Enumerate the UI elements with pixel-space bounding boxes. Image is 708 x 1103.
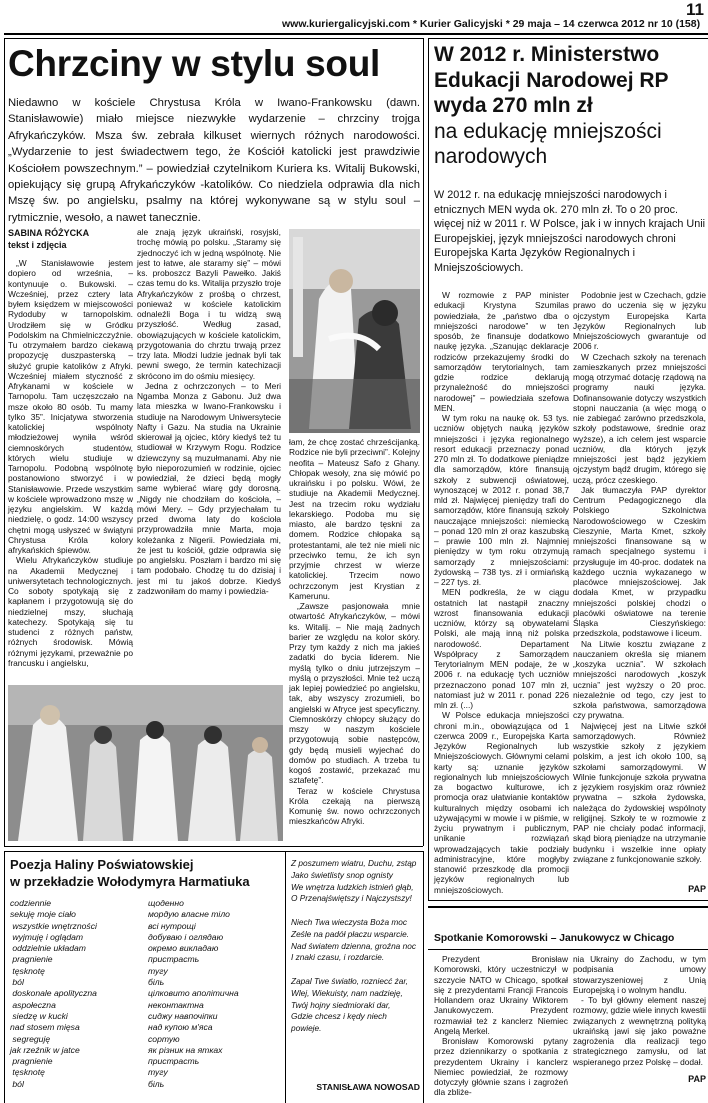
ministry-source: PAP [688, 884, 706, 894]
article-frame-left [4, 38, 5, 846]
komorowski-col2-p1: nia Ukrainy do Zachodu, w tym podpisania umowy stowarzyszeniowej z Unią Europejską i o wolnym handlu. [573, 954, 706, 995]
chrzciny-col2 [137, 227, 281, 677]
poetry-frame-right [423, 851, 424, 1103]
chrzciny-author-note: tekst i zdjęcia [8, 240, 67, 250]
poem-ukrainian: щоденно мордую власне тіло всі нутрощі добуваю і оглядаю окремо викладаю пристрасть тугу біль цілковито аполітична неконтактна сиджу навпочіпки над купою м'яса сортую як різник на ятках пристрасть тугу біль [148, 898, 239, 1089]
ministry-col1 [434, 290, 569, 895]
ministry-col2-p2: W Czechach szkoły na terenach zamieszkanych przez mniejszości mogą otrzymać dotację rządową na programy nauki języka. Dofinansowanie dotyczy wszystkich stopni nauczania (a więc mogą o nie zabiegać zarówno przedszkola, szkoły podstawowe, średnie oraz wyższe), a ich celem jest wsparcie uczniów, dla których język mniejszości jest bądź językiem ojczystym bądź drugim, którego się uczą, prócz czeskiego. [573, 351, 706, 485]
chrzciny-col3-p1: łam, że chcę zostać chrześcijanką. Rodzice nie byli przeciwni”. Kolejny neofita – Mateusz Safo z Ghany. Chłopak wesoły, zna się mówić po ukraińsku i po polsku. Wówi, że studiuje na Akademii Medycznej. Jest na trzecim roku wydziału lekarskiego. Podoba mu się miasto, ale bardzo tęskni za domem. Rodzice chłopaka są protestantami, ale też nie mieli nic przeciwko temu, że ich syn przyjmie chrzest w wierze katolickiej. Trzecim nowo ochrzczonym jest Krystian z Kamerunu. [289, 437, 420, 601]
ministry-col1-p4: W Polsce edukacja mniejszości chroni m.in., obowiązująca od 1 czerwca 2009 r., Europejska Karta Języków Regionalnych lub Mniejszościowych. Głównymi celami karty są: uznanie języków regionalnych lub mniejszościowych za bogactwo kulturowe, ich promocja oraz ułatwianie kontaktów kulturalnych między osobami ich używającymi w mowie i w piśmie, w życiu prywatnym i publicznym, unikanie rozwiązań wprowadzających takie podziały administracyjne, które mogłyby stanowić przeszkodę dla promocji języków regionalnych lub mniejszościowych. [434, 710, 569, 895]
header-line: www.kuriergalicyjski.com * Kurier Galicyjski * 29 maja – 14 czerwca 2012 nr 10 (158) [282, 18, 701, 30]
ministry-col1-p1: W rozmowie z PAP minister edukacji Krystyna Szumilas powiedziała, że „państwo dba o mniejszości narodowe” w ten sposób, że finansuje dodatkowo naukę języka. „Szanując deklaracje rodziców przekazujemy środki do samorządów terytorialnych, tam gdzie rodzice deklarują przynależność do mniejszości narodowej” – powiedziała szefowa MEN. [434, 290, 569, 413]
article-frame-right [423, 38, 424, 846]
komorowski-rule-sub [428, 949, 708, 950]
chrzciny-col1-p2: Wielu Afrykańczyków studiuje na Akademii Medycznej i uniwersytetach technologicznych. Co soboty spotykają się z kapłanem i przygotowują się do niedzielnej mszy, słuchają katechezy. Spotykają się tu studenci z różnych państw, różnych środowisk. Mówią różnymi językami, przeważnie po francusku i angielsku, [8, 555, 133, 668]
poetry-signature: STANISŁAWA NOWOSAD [316, 1082, 420, 1092]
chrzciny-col3 [289, 437, 420, 841]
baptism-photo-art [289, 229, 420, 433]
poetry-frame-top [4, 851, 423, 852]
ministry-col2 [573, 290, 706, 880]
ministry-frame-left [428, 38, 429, 900]
ministry-col1-p3: MEN podkreśla, że w ciągu ostatnich lat nastąpił znaczny wzrost finansowania edukacji uczniów, którzy są obywatelami Polski, ale mają inną niż polska narodowość. Departament Współpracy z Samorządem Terytorialnym MEN podaje, że w 2006 r. na edukację tych uczniów przeznaczono ponad 107 mln zł, natomiast już w 2011 r. ponad 226 mln zł. (...) [434, 587, 569, 710]
chrzciny-col2-p2: Jedna z ochrzczonych – to Meri Ngamba Monza z Gabonu. Już dwa lata mieszka w Iwano-Frankowsku i studiuje na Narodowym Uniwersytecie Nafty i Gazu. Na studia na Ukrainie skierował ją ojciec, który kiedyś też tu studiował w Krzywym Rogu. Rodzice dziewczyny są muzułmanami. Aby nie było nieporozumień w rodzinie, ojciec powiedział, że dzieci będą mogły same wybierać wiarę gdy dorosną. „Nigdy nie chodziłam do kościoła, – mówi Mery. – Gdy przyjechałam tu przed dwoma laty do kościoła przyprowadziła mnie Marta, moja koleżanka z Nigerii. Powiedziała mi, że jest tu kościół, gdzie odprawia się po angielsku. Poszłam i bardzo mi się tam podobało. Chodzę tu do dzisiaj i jest mi tu jakoś dobrze. Kiedyś zadzwoniłam do mamy i powiedzia- [137, 380, 281, 596]
komorowski-col1 [434, 954, 568, 1103]
ministry-col1-p2: W tym roku na naukę ok. 53 tys. uczniów objętych nauką języków mniejszości i języka regionalnego resort edukacji przeznaczy ponad 270 mln zł. To dodatkowe pieniądze dla samorządów, które finansują szkoły z subwencji oświatowej, wynoszącej w 2012 r. ponad 38,7 mld zł. Najwięcej pieniędzy trafi do samorządów, które finansują szkoły nauczające mniejszości: niemiecką – ponad 120 mln zł oraz kaszubską – prawie 100 mln zł. Najmniej pieniędzy w tym roku otrzymują samorządy z mniejszościami: żydowską – 738 tys. zł i ormiańską – 227 tys. zł. [434, 413, 569, 587]
poem-polish: codziennie sekuję moje ciało wszystkie wnętrzności wyjmuję i oglądam oddzielnie układam pragnienie tęsknotę ból doskonale apolityczna aspołeczna siedzę w kucki nad stosem mięsa segreguję jak rzeźnik w jatce pragnienie tęsknotę ból [10, 898, 97, 1089]
komorowski-col1-p2: Bronisław Komorowski pytany przez dziennikarzy o spotkania z prezydentem Ukrainy i kanclerz Niemiec powiedział, że rozmowy dotyczyły głównie szans i zagrożeń dla zbliże- [434, 1036, 568, 1098]
article-frame-top [4, 38, 423, 39]
poem-holy-spirit: Z poszumem wiatru, Duchu, zstąp Jako świetlisty snop ognisty We wnętrza ludzkich istnień głąb, O Przenajświętszy i Najczystszy! Niech Twa wieczysta Boża moc Ześle na padół płaczu wsparcie. Nad światem dzienna, groźna noc I znaki czasu, i rozdarcie. Zapal Twe światło, rozniecć żar, Wlej, Wiekuisty, nam nadzieję, Twój hojny siedmioraki dar, Gdzie chcesz i kędy niech powieje. [291, 858, 417, 1034]
komorowski-title: Spotkanie Komorowski – Janukowycz w Chicago [434, 933, 675, 944]
ministry-title-rest: na edukację mniejszości narodowych [434, 119, 662, 168]
poetry-title-line2: w przekładzie Wołodymyra Harmatiuka [10, 874, 250, 889]
ministry-col2-p4: Na Litwie kosztu związane z nauczaniem określa się mianem „koszyka ucznia”. W szkołach mniejszości narodowych „koszyk ucznia” jest wyższy o 20 proc. niezależnie od tego, czy jest to szkoła państwowa, samorządowa czy prywatna. [573, 638, 706, 721]
baptism-photo [289, 229, 420, 433]
ministry-title [434, 42, 706, 170]
page-header [0, 0, 708, 34]
ministry-col2-p5: Najwięcej jest na Litwie szkół samorządowych. Również wszystkie szkoły z językiem polskim, a jest ich około 100, są szkołami samorządowymi. W Wilnie funkcjonuje szkoła prywatna z językiem rosyjskim oraz również prywatna – szkoła żydowska, należąca do żydowskiej wspólnoty religijnej. Szkoły te w rozmowie z PAP nie chciały podać informacji, skąd biorą pieniądze na utrzymanie budynku i wszelkie inne opłaty związane z funkcjonowanie szkoły. [573, 720, 706, 864]
poetry-frame-left [4, 851, 5, 1103]
priests-photo [8, 685, 283, 841]
komorowski-rule-top [428, 906, 708, 908]
ministry-col2-p3: Jak tłumaczyła PAP dyrektor Centrum Pedagogicznego dla Polskiego Szkolnictwa Narodowościowego w Czeskim Cieszynie, Marta Kmet, szkoły mniejszości finansowane są w ramach specjalnego systemu i przysługuje im 40-proc. dodatek na każdego ucznia wykazanego w placówce mniejszościowej. Jak dodała Kmet, w przypadku mniejszości polskiej chodzi o placówki oświatowe na terenie Śląska Cieszyńskiego: przedszkola, podstawowe i liceum. [573, 484, 706, 639]
ministry-frame-top [428, 38, 708, 39]
ministry-frame-bottom [428, 900, 708, 901]
ministry-col2-p1: Podobnie jest w Czechach, gdzie prawo do uczenia się w języku ojczystym Europejska Karta Języków Regionalnych lub Mniejszościowych gwarantuje od 2006 r. [573, 290, 706, 352]
ministry-title-bold: W 2012 r. Ministerstwo Edukacji Narodowej RP wyda 270 mln zł [434, 43, 669, 117]
poetry-title-line1: Poezja Haliny Poświatowskiej [10, 857, 194, 872]
chrzciny-col1 [8, 258, 133, 678]
komorowski-source: PAP [688, 1074, 706, 1084]
chrzciny-title: Chrzciny w stylu soul [8, 43, 380, 84]
priests-photo-art [8, 685, 283, 841]
komorowski-col2-p2: - To był główny element naszej rozmowy, gdzie wiele innych kwestii związanych z wewnętrzną polityką ukraińską jawi się jako poważne zagrożenia dla realizacji tego strategicznego zamysłu, od lat wspieranego przez Polskę – dodał. [573, 995, 706, 1067]
chrzciny-col3-p3: Teraz w kościele Chrystusa Króla czekają na pierwszą Komunię św. nowo ochrzczonych mieszkańców Afryki. [289, 785, 420, 827]
page-number: 11 [686, 0, 704, 19]
komorowski-col2 [573, 954, 706, 1074]
chrzciny-lead: Niedawno w kościele Chrystusa Króla w Iwano-Frankowsku (dawn. Stanisławowie) miało miejsce niezwykłe wydarzenie – chrzciny trojga Afrykańczyków. Msza św. zebrała kilkuset wiernych różnych narodowości. „Wydarzenie to jest świadectwem tego, że Kościół katolicki jest prawdziwie Kościołem powszechnym.” – powiedział czytelnikom Kuriera ks. Witalij Bukowski, opiekujący się grupą Afrykańczyków -katolików. Co niedziela odprawia dla nich Mszę św. po angielsku, psalmy na której wykonywane są w stylu soul – rytmicznie, wesoło, a nawet tanecznie. [8, 97, 420, 224]
article-frame-bottom [4, 846, 423, 847]
komorowski-col1-p1: Prezydent Bronisław Komorowski, który uczestniczył w szczycie NATO w Chicago, spotkał się z prezydentami Francji Francois Hollandem oraz Ukrainy Wiktorem Janukowyczem. Prezydent rozmawiał też z kanclerz Niemiec Angelą Merkel. [434, 954, 568, 1036]
chrzciny-col1-p1: „W Stanisławowie jestem dopiero od września, – kontynuuje o. Bukowski. – Wcześniej, przez cztery lata byłem księdzem w miejscowości Rydoduby w tarnopolskim. Urodziłem się w Gródku Podolskim na Chmielniczczyźnie. Tu otrzymałem bardzo ciekawą propozycję duszpasterską – służyć grupie katolików z Afryki. Wcześniej miałem styczność z Afrykanami w kościele w Tarnopolu. Tam uczęszczało na msze około 80 osób. Tu mamy tylko 35”. Inicjatywa stworzenia katolickiej wspólnoty młodzieżowej wyniła wśród ciemnoskórych studentów, których wielu studiuje w Tarnopolu. Podobną wspólnotę postanowiono stworzyć i w Stanisławowie. Przede wszystkim w kościele wprowadzono mszę w języku angielskim. W każdą niedzielę, o godz. 14:00 wszyscy chętni mogą usłyszeć w świątyni Chrystusa Króla kolory afrykańskich śpiewów. [8, 258, 133, 555]
header-rule [4, 33, 708, 35]
chrzciny-author: SABINA RÓŻYCKA [8, 228, 90, 238]
poetry-divider [285, 851, 286, 1103]
ministry-lead: W 2012 r. na edukację mniejszości narodowych i etnicznych MEN wyda ok. 270 mln zł. To o 20 proc. więcej niż w 2011 r. W Polsce, jak i w innych krajach Unii Europejskiej, język mniejszości narodowych chroni Europejska Karta Języków Regionalnych i Mniejszościowych. [434, 189, 706, 274]
chrzciny-col3-p2: „Zawsze pasjonowała mnie otwartość Afrykańczyków, – mówi ks. Witalij. – Nie mają żadnych barier ze względu na kolor skóry. Przy tym każdy z nich ma jakieś zadatki do bycia liderem. Nie myślą tylko o dniu jutrzejszym – myślą o przyszłości. Mnie też uczą jak lepiej powiedzieć po angielsku, tak, aby wszyscy zrozumieli, bo angielski w Afryce jest specyficzny. Ciemnoskórzy chłopcy służący do mszy w naszym kościele przygotowują sobie następców, gdy będą musieli wyjechać do domów po studiach. A trzeba tu kogoś zostawić, przekazać mu sztafetę”. [289, 601, 420, 786]
chrzciny-col2-p1: ale znają język ukraiński, rosyjski, trochę mówią po polsku. „Staramy się zjednoczyć ich w jedną wspólnotę. Nie jest to łatwe, ale staramy się” – mówi ks. proboszcz Bazyli Pawełko. Jakiś czas temu do ks. Witalija przyszło troje Afrykańczyków z prośbą o chrzest, ponieważ w kościele katolickim odnaleźli Boga i tu widzą swą przyszłość. Według zasad, obowiązujących w kościele katolickim, przygotowania do chrztu trwają przez trzy lata. Młodzi ludzie jednak byli tak pewni swego, że termin katechizacji skrócono im do ośmiu miesięcy. [137, 227, 281, 381]
